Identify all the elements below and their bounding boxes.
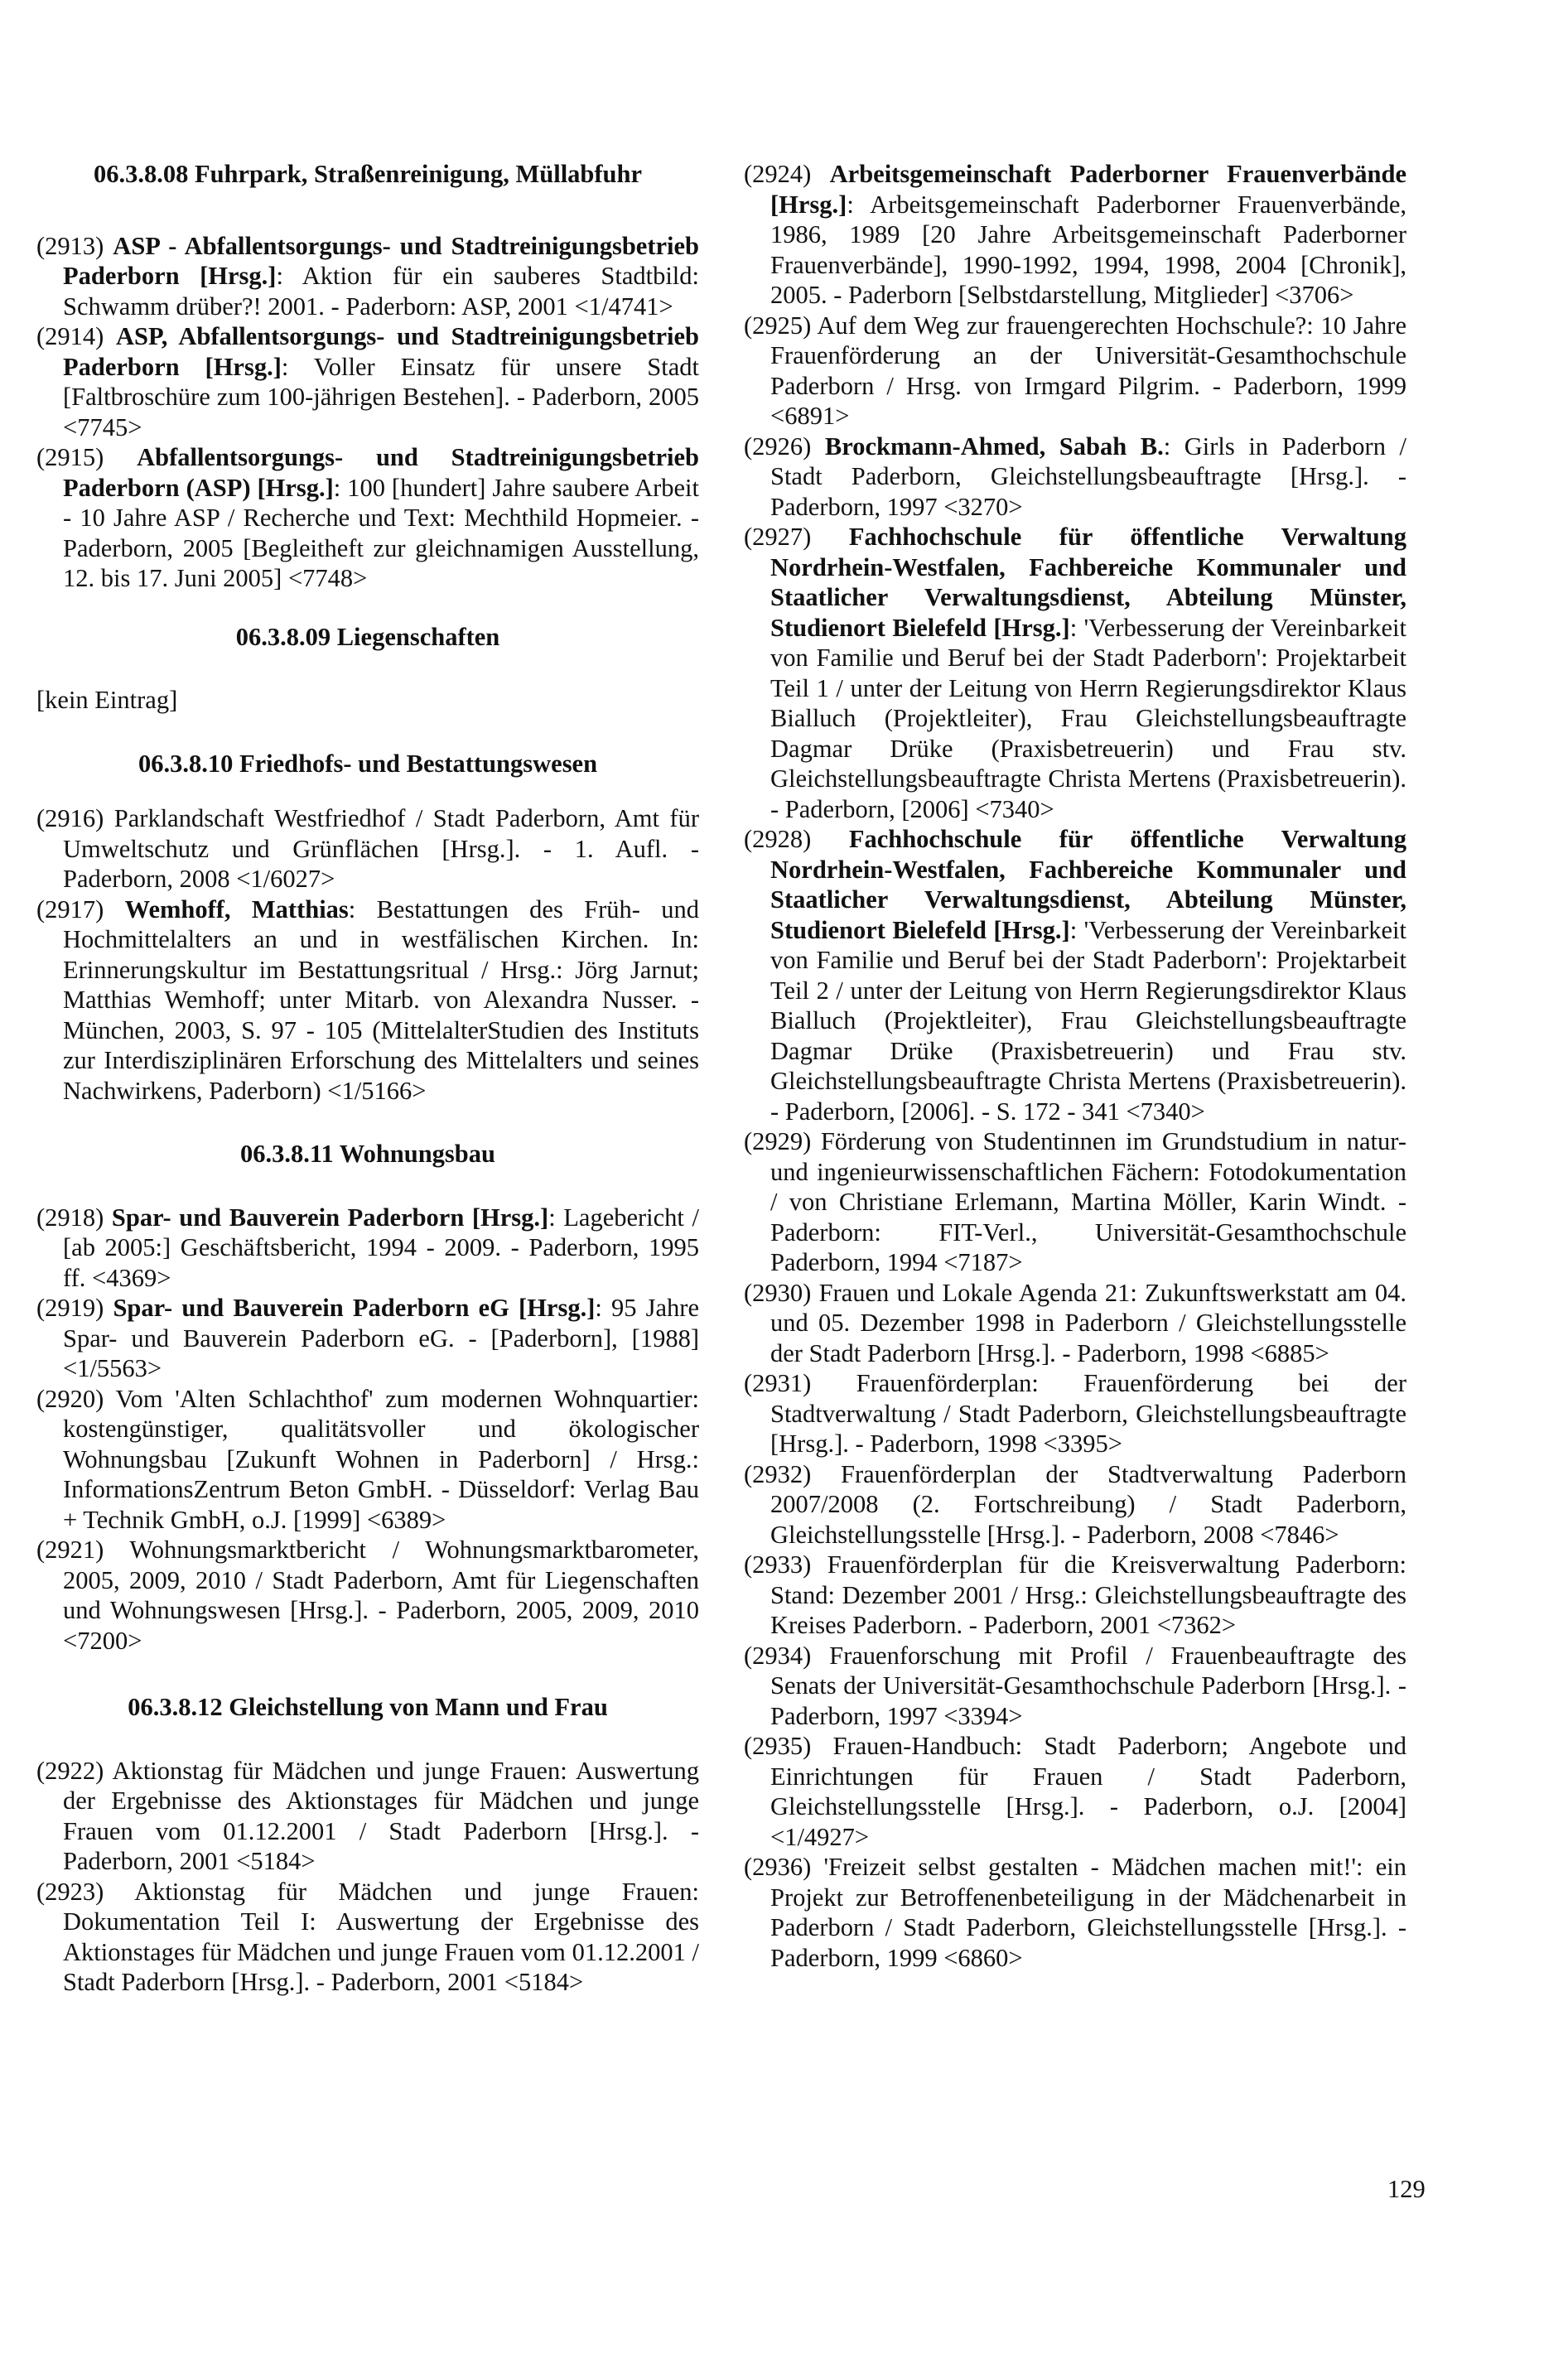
left-column bbox=[36, 159, 699, 1998]
bibliography-entry: (2925) Auf dem Weg zur frauengerechten Hochschule?: 10 Jahre Frauenförderung an der Universität-Gesamthochschule Paderborn / Hrsg. von Irmgard Pilgrim. - Paderborn, 1999 <6891> bbox=[744, 311, 1406, 430]
bibliography-entry: (2929) Förderung von Studentinnen im Grundstudium in natur- und ingenieurwissenschaftlichen Fächern: Fotodokumentation / von Christiane Erlemann, Martina Möller, Karin Windt. - Paderborn: FIT-Verl., Universität-Gesamthochschule Paderborn, 1994 <7187> bbox=[744, 1127, 1406, 1276]
bibliography-entry: (2934) Frauenforschung mit Profil / Frauenbeauftragte des Senats der Universität-Gesamthochschule Paderborn [Hrsg.]. - Paderborn, 1997 <3394> bbox=[744, 1641, 1406, 1730]
page-number: 129 bbox=[1387, 2175, 1426, 2203]
bibliography-entry: (2916) Parklandschaft Westfriedhof / Stadt Paderborn, Amt für Umweltschutz und Grünflächen [Hrsg.]. - 1. Aufl. - Paderborn, 2008 <1/6027> bbox=[36, 804, 699, 893]
bibliography-entry: (2930) Frauen und Lokale Agenda 21: Zukunftswerkstatt am 04. und 05. Dezember 1998 in Paderborn / Gleichstellungsstelle der Stadt Paderborn [Hrsg.]. - Paderborn, 1998 <6885> bbox=[744, 1278, 1406, 1367]
bibliography-entry: (2932) Frauenförderplan der Stadtverwaltung Paderborn 2007/2008 (2. Fortschreibung) / Stadt Paderborn, Gleichstellungsstelle [Hrsg.]. - Paderborn, 2008 <7846> bbox=[744, 1459, 1406, 1549]
section-heading: 06.3.8.12 Gleichstellung von Mann und Frau bbox=[128, 1693, 608, 1721]
bibliography-entry: (2915) Abfallentsorgungs- und Stadtreinigungsbetrieb Paderborn (ASP) [Hrsg.]: 100 [hundert] Jahre saubere Arbeit - 10 Jahre ASP / Recherche und Text: Mechthild Hopmeier. - Paderborn, 2005 [Begleitheft zur gleichnamigen Ausstellung, 12. bis 17. Juni 2005] <7748> bbox=[36, 443, 699, 592]
bibliography-entry: (2917) Wemhoff, Matthias: Bestattungen des Früh- und Hochmittelalters an und in westfälischen Kirchen. In: Erinnerungskultur im Bestattungsritual / Hrsg.: Jörg Jarnut; Matthias Wemhoff; unter Mitarb. von Alexandra Nusser. - München, 2003, S. 97 - 105 (MittelalterStudien des Instituts zur Interdisziplinären Erforschung des Mittelalters und seines Nachwirkens, Paderborn) <1/5166> bbox=[36, 894, 699, 1105]
bibliography-entry: (2914) ASP, Abfallentsorgungs- und Stadtreinigungsbetrieb Paderborn [Hrsg.]: Voller Einsatz für unsere Stadt [Faltbroschüre zum 100-jährigen Bestehen]. - Paderborn, 2005 <7745> bbox=[36, 322, 700, 441]
bibliography-entry: (2919) Spar- und Bauverein Paderborn eG [Hrsg.]: 95 Jahre Spar- und Bauverein Paderborn eG. - [Paderborn], [1988] <1/5563> bbox=[36, 1294, 700, 1382]
bibliography-entry: (2931) Frauenförderplan: Frauenförderung bei der Stadtverwaltung / Stadt Paderborn, Gleichstellungsbeauftragte [Hrsg.]. - Paderborn, 1998 <3395> bbox=[744, 1369, 1406, 1458]
bibliography-entry: (2913) ASP - Abfallentsorgungs- und Stadtreinigungsbetrieb Paderborn [Hrsg.]: Aktion für ein sauberes Stadtbild: Schwamm drüber?! 2001. - Paderborn: ASP, 2001 <1/4741> bbox=[36, 231, 700, 321]
section-heading: 06.3.8.11 Wohnungsbau bbox=[240, 1140, 495, 1168]
bibliography-entry: (2933) Frauenförderplan für die Kreisverwaltung Paderborn: Stand: Dezember 2001 / Hrsg.: Gleichstellungsbeauftragte des Kreises Paderborn. - Paderborn, 2001 <7362> bbox=[744, 1550, 1406, 1639]
bibliography-entry: (2927) Fachhochschule für öffentliche Verwaltung Nordrhein-Westfalen, Fachbereiche Kommunaler und Staatlicher Verwaltungsdienst, Abteilung Münster, Studienort Bielefeld [Hrsg.]: 'Verbesserung der Vereinbarkeit von Familie und Beruf bei der Stadt Paderborn': Projektarbeit Teil 1 / unter der Leitung von Herrn Regierungsdirektor Klaus Bialluch (Projektleiter), Frau Gleichstellungsbeauftragte Dagmar Drüke (Praxisbetreuerin) und Frau stv. Gleichstellungsbeauftragte Christa Mertens (Praxisbetreuerin). - Paderborn, [2006] <7340> bbox=[744, 523, 1406, 823]
bibliography-entry: (2923) Aktionstag für Mädchen und junge Frauen: Dokumentation Teil I: Auswertung der Ergebnisse des Aktionstages für Mädchen und junge Frauen vom 01.12.2001 / Stadt Paderborn [Hrsg.]. - Paderborn, 2001 <5184> bbox=[36, 1877, 699, 1996]
bibliography-entry: (2922) Aktionstag für Mädchen und junge Frauen: Auswertung der Ergebnisse des Aktionstages für Mädchen und junge Frauen vom 01.12.2001 / Stadt Paderborn [Hrsg.]. - Paderborn, 2001 <5184> bbox=[36, 1756, 699, 1875]
right-column bbox=[744, 159, 1406, 1973]
bibliography-entry: (2918) Spar- und Bauverein Paderborn [Hrsg.]: Lagebericht / [ab 2005:] Geschäftsbericht, 1994 - 2009. - Paderborn, 1995 ff. <4369> bbox=[36, 1203, 699, 1292]
section-heading: 06.3.8.08 Fuhrpark, Straßenreinigung, Müllabfuhr bbox=[93, 160, 643, 188]
bibliography-entry: (2935) Frauen-Handbuch: Stadt Paderborn; Angebote und Einrichtungen für Frauen / Stadt Paderborn, Gleichstellungsstelle [Hrsg.]. - Paderborn, o.J. [2004] <1/4927> bbox=[744, 1732, 1406, 1851]
section-heading: 06.3.8.10 Friedhofs- und Bestattungswesen bbox=[138, 749, 598, 778]
section-heading: 06.3.8.09 Liegenschaften bbox=[235, 622, 500, 651]
bibliography-entry: (2924) Arbeitsgemeinschaft Paderborner Frauenverbände [Hrsg.]: Arbeitsgemeinschaft Paderborner Frauenverbände, 1986, 1989 [20 Jahre Arbeitsgemeinschaft Paderborner Frauenverbände], 1990-1992, 1994, 1998, 2004 [Chronik], 2005. - Paderborn [Selbstdarstellung, Mitglieder] <3706> bbox=[744, 160, 1406, 309]
empty-note: [kein Eintrag] bbox=[36, 686, 178, 714]
bibliography-entry: (2936) 'Freizeit selbst gestalten - Mädchen machen mit!': ein Projekt zur Betroffenenbeteiligung in der Mädchenarbeit in Paderborn / Stadt Paderborn, Gleichstellungsstelle [Hrsg.]. - Paderborn, 1999 <6860> bbox=[744, 1853, 1406, 1972]
bibliography-entry: (2920) Vom 'Alten Schlachthof' zum modernen Wohnquartier: kostengünstiger, qualitätsvoller und ökologischer Wohnungsbau [Zukunft Wohnen in Paderborn] / Hrsg.: InformationsZentrum Beton GmbH. - Düsseldorf: Verlag Bau + Technik GmbH, o.J. [1999] <6389> bbox=[36, 1384, 699, 1534]
bibliography-entry: (2921) Wohnungsmarktbericht / Wohnungsmarktbarometer, 2005, 2009, 2010 / Stadt Paderborn, Amt für Liegenschaften und Wohnungswesen [Hrsg.]. - Paderborn, 2005, 2009, 2010 <7200> bbox=[36, 1536, 700, 1655]
bibliography-entry: (2928) Fachhochschule für öffentliche Verwaltung Nordrhein-Westfalen, Fachbereiche Kommunaler und Staatlicher Verwaltungsdienst, Abteilung Münster, Studienort Bielefeld [Hrsg.]: 'Verbesserung der Vereinbarkeit von Familie und Beruf bei der Stadt Paderborn': Projektarbeit Teil 2 / unter der Leitung von Herrn Regierungsdirektor Klaus Bialluch (Projektleiter), Frau Gleichstellungsbeauftragte Dagmar Drüke (Praxisbetreuerin) und Frau stv. Gleichstellungsbeauftragte Christa Mertens (Praxisbetreuerin). - Paderborn, [2006]. - S. 172 - 341 <7340> bbox=[744, 825, 1406, 1126]
bibliography-entry: (2926) Brockmann-Ahmed, Sabah B.: Girls in Paderborn / Stadt Paderborn, Gleichstellungsbeauftragte [Hrsg.]. - Paderborn, 1997 <3270> bbox=[744, 432, 1406, 521]
